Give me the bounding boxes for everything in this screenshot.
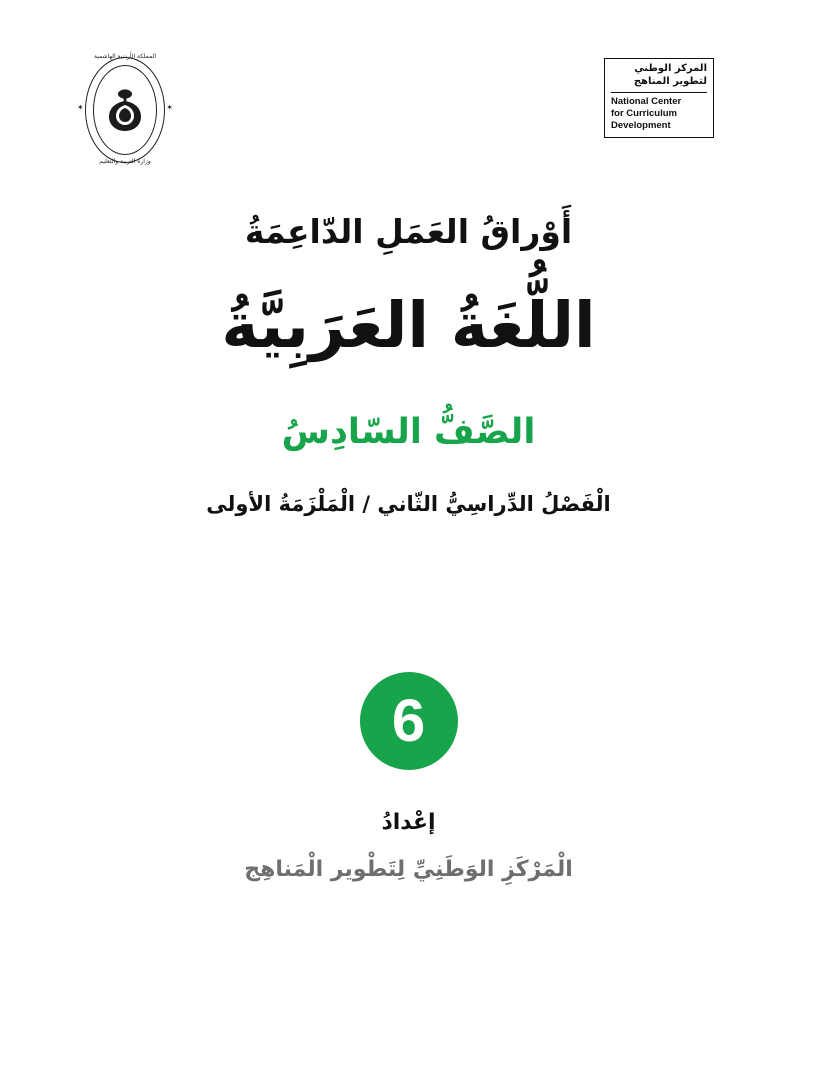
supporting-worksheets-title: أَوْراقُ العَمَلِ الدّاعِمَةُ xyxy=(244,212,573,251)
prepared-by-label: إعْدادُ xyxy=(381,810,436,835)
nccd-arabic-line-2: لتطوير المناهج xyxy=(633,75,707,87)
coat-bottom-label: وزارة التربية والتعليم xyxy=(99,158,151,165)
jordan-coat-of-arms-logo xyxy=(70,52,180,167)
nccd-english-line-2: for Curriculum xyxy=(611,108,677,120)
term-subtitle: الْفَصْلُ الدِّراسِيُّ الثّاني / الْمَلْزَمَةُ الأولى xyxy=(206,491,611,516)
page-header xyxy=(0,48,817,168)
coat-star-right-icon: ✶ xyxy=(166,103,173,112)
grade-title: الصَّفُّ السّادِسُ xyxy=(281,412,536,453)
nccd-english-line-3: Development xyxy=(611,120,671,132)
subject-title: اللُّغَةُ العَرَبِيَّةُ xyxy=(221,288,596,362)
grade-number-badge: 6 xyxy=(360,672,458,770)
title-block xyxy=(0,210,817,516)
nccd-english-line-1: National Center xyxy=(611,96,682,108)
coat-eagle-crown-icon xyxy=(105,87,145,133)
nccd-logo xyxy=(604,58,714,138)
credits-block xyxy=(0,810,817,882)
nccd-arabic-line-1: المركز الوطني xyxy=(634,63,707,74)
coat-top-label: المملكة الأردنية الهاشمية xyxy=(94,53,156,60)
coat-star-left-icon: ✶ xyxy=(77,103,84,112)
nccd-divider xyxy=(611,92,707,94)
prepared-by-organization: الْمَرْكَزِ الوَطَنِيِّ لِتَطْوير الْمَناهِج xyxy=(244,857,573,882)
